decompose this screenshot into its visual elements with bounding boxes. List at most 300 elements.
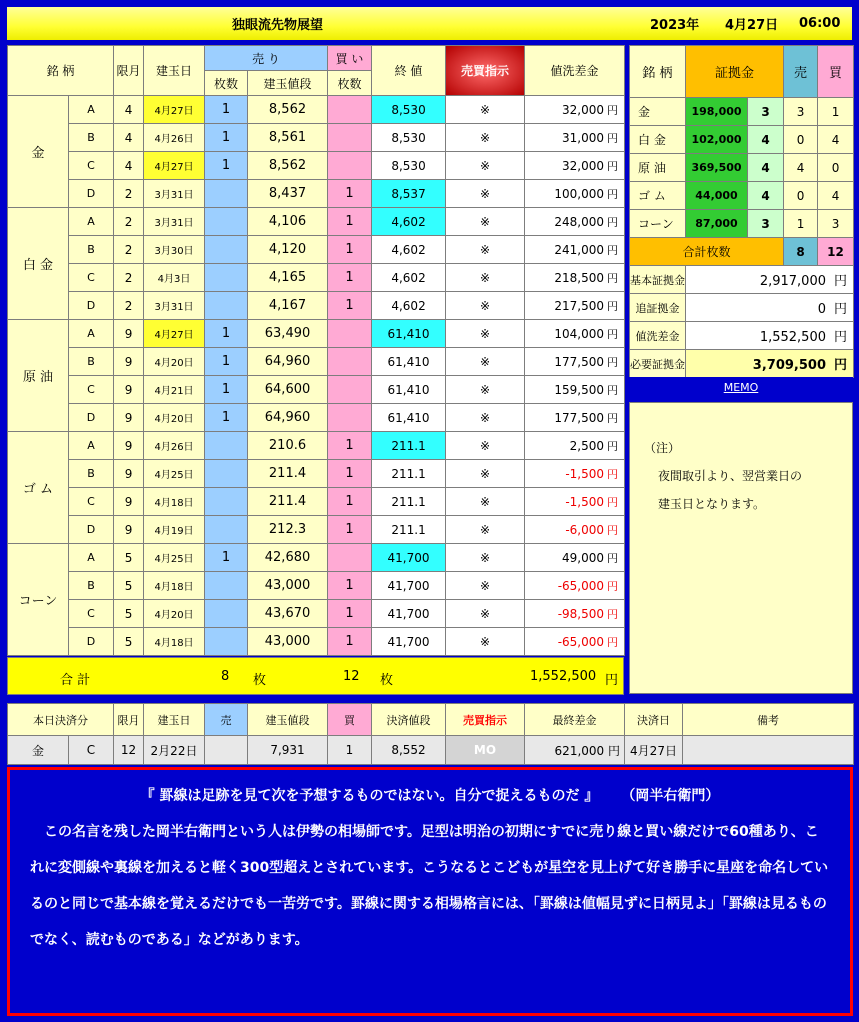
memo-panel	[629, 402, 853, 694]
sum-buy: 12	[818, 238, 854, 266]
settlement-table	[7, 703, 854, 765]
open-date: 4月18日	[144, 488, 205, 516]
group-letter: A	[69, 544, 114, 572]
settle-header-open-date: 建玉日	[144, 704, 205, 736]
sell-count	[205, 432, 248, 460]
limit-month: 9	[114, 320, 144, 348]
settle-signal: MO	[446, 736, 525, 765]
diff-value: -65,000	[557, 578, 605, 593]
margin-amount: 87,000	[686, 210, 748, 238]
diff-value: 32,000	[562, 102, 605, 117]
sell-count	[205, 516, 248, 544]
buy-count	[328, 124, 372, 152]
table-row	[8, 124, 625, 152]
total-buy-unit: 枚	[380, 673, 394, 688]
diff-cell	[525, 544, 625, 572]
group-letter: D	[69, 180, 114, 208]
margin-buy: 0	[818, 154, 854, 182]
table-row	[8, 320, 625, 348]
sell-count: 1	[205, 152, 248, 180]
yen-unit: 円	[834, 302, 848, 317]
settle-header-open-price: 建玉値段	[248, 704, 328, 736]
brand-name: ゴ ム	[8, 432, 69, 544]
summary-value-cell	[686, 350, 854, 378]
signal-mark: ※	[446, 180, 525, 208]
limit-month: 9	[114, 460, 144, 488]
margin-header-margin: 証拠金	[686, 46, 784, 98]
diff-cell	[525, 236, 625, 264]
margin-row	[630, 98, 854, 126]
diff-value: 177,500	[554, 354, 605, 369]
header-brand: 銘 柄	[8, 46, 114, 96]
open-price: 4,167	[248, 292, 328, 320]
margin-table	[629, 45, 854, 378]
total-diff: 1,552,500	[530, 669, 597, 684]
signal-mark: ※	[446, 376, 525, 404]
settle-date: 4月27日	[625, 736, 683, 765]
limit-month: 4	[114, 124, 144, 152]
limit-month: 2	[114, 292, 144, 320]
open-date: 4月21日	[144, 376, 205, 404]
diff-cell	[525, 404, 625, 432]
sell-count: 1	[205, 404, 248, 432]
buy-count	[328, 348, 372, 376]
margin-brand: ゴ ム	[630, 182, 686, 210]
yen-unit: 円	[607, 215, 619, 229]
limit-month: 5	[114, 628, 144, 656]
brand-name: 原 油	[8, 320, 69, 432]
margin-buy: 4	[818, 126, 854, 154]
close-price: 41,700	[372, 600, 446, 628]
sell-count: 1	[205, 348, 248, 376]
signal-mark: ※	[446, 516, 525, 544]
close-price: 8,537	[372, 180, 446, 208]
table-row	[8, 264, 625, 292]
margin-amount: 198,000	[686, 98, 748, 126]
header-date: 4月27日	[725, 18, 779, 33]
buy-count	[328, 152, 372, 180]
diff-value: 32,000	[562, 158, 605, 173]
diff-cell	[525, 628, 625, 656]
sell-count	[205, 488, 248, 516]
summary-row	[630, 294, 854, 322]
open-price: 8,562	[248, 96, 328, 124]
yen-unit: 円	[607, 187, 619, 201]
settle-header-today: 本日決済分	[8, 704, 114, 736]
summary-value: 2,917,000	[759, 274, 826, 289]
group-letter: C	[69, 600, 114, 628]
close-price: 61,410	[372, 376, 446, 404]
diff-value: 104,000	[554, 326, 605, 341]
limit-month: 2	[114, 180, 144, 208]
signal-mark: ※	[446, 544, 525, 572]
open-date: 3月31日	[144, 292, 205, 320]
group-letter: A	[69, 96, 114, 124]
limit-month: 5	[114, 544, 144, 572]
memo-link[interactable]: MEMO	[629, 377, 853, 399]
diff-cell	[525, 600, 625, 628]
summary-row	[630, 266, 854, 294]
buy-count	[328, 404, 372, 432]
buy-count: 1	[328, 628, 372, 656]
signal-mark: ※	[446, 96, 525, 124]
signal-mark: ※	[446, 488, 525, 516]
group-letter: D	[69, 404, 114, 432]
signal-mark: ※	[446, 264, 525, 292]
limit-month: 9	[114, 404, 144, 432]
settle-header-remarks: 備考	[683, 704, 854, 736]
buy-count: 1	[328, 460, 372, 488]
yen-unit: 円	[607, 327, 619, 341]
summary-value: 1,552,500	[759, 330, 826, 345]
limit-month: 9	[114, 348, 144, 376]
yen-unit: 円	[607, 439, 619, 453]
signal-mark: ※	[446, 152, 525, 180]
margin-amount: 369,500	[686, 154, 748, 182]
open-price: 8,562	[248, 152, 328, 180]
header-buy: 買 い	[328, 46, 372, 71]
margin-sell: 1	[784, 210, 818, 238]
sell-count: 1	[205, 96, 248, 124]
yen-unit: 円	[607, 383, 619, 397]
sell-count	[205, 600, 248, 628]
sell-count	[205, 180, 248, 208]
table-row	[8, 96, 625, 124]
table-row	[8, 460, 625, 488]
margin-header-sell: 売	[784, 46, 818, 98]
margin-brand: 原 油	[630, 154, 686, 182]
group-letter: B	[69, 236, 114, 264]
yen-unit: 円	[607, 551, 619, 565]
close-price: 41,700	[372, 544, 446, 572]
diff-cell	[525, 124, 625, 152]
header-year: 2023年	[650, 18, 700, 33]
settle-header-settle-price: 決済値段	[372, 704, 446, 736]
limit-month: 5	[114, 572, 144, 600]
close-price: 4,602	[372, 236, 446, 264]
open-price: 64,960	[248, 404, 328, 432]
margin-row	[630, 182, 854, 210]
settle-header-settle-date: 決済日	[625, 704, 683, 736]
close-price: 61,410	[372, 320, 446, 348]
quote-title: 『 罫線は足跡を見て次を予想するものではない。自分で捉えるものだ 』	[140, 788, 599, 804]
table-row	[8, 516, 625, 544]
table-row	[8, 292, 625, 320]
diff-value: 2,500	[569, 438, 605, 453]
open-date: 4月26日	[144, 432, 205, 460]
settle-price: 8,552	[372, 736, 446, 765]
table-row	[8, 544, 625, 572]
sell-count: 1	[205, 544, 248, 572]
close-price: 4,602	[372, 264, 446, 292]
open-price: 8,561	[248, 124, 328, 152]
open-date: 4月27日	[144, 320, 205, 348]
open-date: 3月31日	[144, 208, 205, 236]
settle-group: C	[69, 736, 114, 765]
margin-sum-row	[630, 238, 854, 266]
margin-count: 4	[748, 154, 784, 182]
buy-count	[328, 320, 372, 348]
table-row	[8, 628, 625, 656]
open-price: 211.4	[248, 460, 328, 488]
open-date: 4月20日	[144, 404, 205, 432]
buy-count: 1	[328, 180, 372, 208]
settle-buy: 1	[328, 736, 372, 765]
yen-unit: 円	[607, 411, 619, 425]
header-signal: 売買指示	[446, 46, 525, 96]
margin-count: 3	[748, 210, 784, 238]
open-date: 4月18日	[144, 628, 205, 656]
group-letter: D	[69, 628, 114, 656]
diff-value: 31,000	[562, 130, 605, 145]
close-price: 211.1	[372, 516, 446, 544]
summary-value-cell	[686, 266, 854, 294]
yen-unit: 円	[607, 523, 619, 537]
open-date: 4月26日	[144, 124, 205, 152]
diff-value: 177,500	[554, 410, 605, 425]
group-letter: D	[69, 516, 114, 544]
yen-unit: 円	[607, 579, 619, 593]
sum-sell: 8	[784, 238, 818, 266]
close-price: 61,410	[372, 348, 446, 376]
diff-cell	[525, 320, 625, 348]
diff-value: 218,500	[554, 270, 605, 285]
signal-mark: ※	[446, 460, 525, 488]
header-open-price: 建玉値段	[248, 71, 328, 96]
group-letter: B	[69, 460, 114, 488]
diff-value: 217,500	[554, 298, 605, 313]
diff-cell	[525, 264, 625, 292]
signal-mark: ※	[446, 348, 525, 376]
diff-value: 159,500	[554, 382, 605, 397]
margin-sell: 3	[784, 98, 818, 126]
quote-body: この名言を残した岡半右衛門という人は伊勢の相場師です。足型は明治の初期にすでに売り線と買い線だけで60種あり、これに変側線や裏線を加えると軽く300型超えとされています。こうなるとこどもが星空を見上げて好き勝手に星座を命名しているのと同じで基本線を覚えるだけでも一苦労です。罫線に関する相場格言には、「罫線は値幅見ずに日柄見よ」「罫線は見るものでなく、読むものである」などがあります。	[30, 824, 829, 948]
close-price: 4,602	[372, 292, 446, 320]
memo-line-2: 夜間取引より、翌営業日の	[658, 469, 803, 483]
summary-value: 0	[817, 302, 826, 317]
buy-count	[328, 96, 372, 124]
close-price: 8,530	[372, 152, 446, 180]
buy-count: 1	[328, 516, 372, 544]
yen-unit: 円	[834, 330, 848, 345]
settle-header-limit: 限月	[114, 704, 144, 736]
table-row	[8, 236, 625, 264]
open-date: 4月25日	[144, 460, 205, 488]
margin-count: 4	[748, 126, 784, 154]
close-price: 211.1	[372, 460, 446, 488]
close-price: 211.1	[372, 432, 446, 460]
margin-buy: 4	[818, 182, 854, 210]
buy-count: 1	[328, 292, 372, 320]
open-date: 4月20日	[144, 348, 205, 376]
diff-cell	[525, 96, 625, 124]
sell-count: 1	[205, 376, 248, 404]
diff-value: -1,500	[565, 494, 605, 509]
diff-cell	[525, 180, 625, 208]
limit-month: 9	[114, 432, 144, 460]
margin-brand: コーン	[630, 210, 686, 238]
margin-amount: 44,000	[686, 182, 748, 210]
summary-label: 追証拠金	[630, 294, 686, 322]
diff-value: -65,000	[557, 634, 605, 649]
diff-value: 248,000	[554, 214, 605, 229]
close-price: 8,530	[372, 124, 446, 152]
open-date: 4月19日	[144, 516, 205, 544]
buy-count	[328, 544, 372, 572]
limit-month: 5	[114, 600, 144, 628]
open-price: 4,165	[248, 264, 328, 292]
sell-count	[205, 208, 248, 236]
group-letter: A	[69, 432, 114, 460]
header-time: 06:00	[799, 16, 841, 31]
diff-value: -98,500	[557, 606, 605, 621]
yen-unit: 円	[607, 159, 619, 173]
total-sell-count: 8	[221, 669, 230, 684]
close-price: 41,700	[372, 572, 446, 600]
table-row	[8, 208, 625, 236]
open-price: 211.4	[248, 488, 328, 516]
yen-unit: 円	[607, 243, 619, 257]
diff-cell	[525, 348, 625, 376]
settle-open-date: 2月22日	[144, 736, 205, 765]
table-row	[8, 488, 625, 516]
total-sell-unit: 枚	[253, 673, 267, 688]
diff-value: -6,000	[565, 522, 605, 537]
settle-brand: 金	[8, 736, 69, 765]
buy-count: 1	[328, 432, 372, 460]
memo-line-1: （注）	[644, 441, 681, 455]
buy-count: 1	[328, 264, 372, 292]
group-letter: A	[69, 208, 114, 236]
signal-mark: ※	[446, 236, 525, 264]
memo-line-3: 建玉日となります。	[658, 497, 766, 511]
yen-unit: 円	[607, 271, 619, 285]
margin-header-buy: 買	[818, 46, 854, 98]
close-price: 211.1	[372, 488, 446, 516]
buy-count: 1	[328, 488, 372, 516]
header-limit: 限月	[114, 46, 144, 96]
settle-header-signal: 売買指示	[446, 704, 525, 736]
table-row	[8, 600, 625, 628]
margin-sell: 4	[784, 154, 818, 182]
signal-mark: ※	[446, 124, 525, 152]
quote-author: （岡半右衛門）	[628, 788, 720, 804]
table-row	[8, 572, 625, 600]
summary-value: 3,709,500	[752, 358, 826, 373]
signal-mark: ※	[446, 404, 525, 432]
header-open-date: 建玉日	[144, 46, 205, 96]
table-row	[8, 348, 625, 376]
diff-value: 49,000	[562, 550, 605, 565]
settle-limit: 12	[114, 736, 144, 765]
limit-month: 9	[114, 488, 144, 516]
margin-count: 3	[748, 98, 784, 126]
margin-row	[630, 126, 854, 154]
sell-count	[205, 236, 248, 264]
diff-cell	[525, 432, 625, 460]
group-letter: B	[69, 348, 114, 376]
diff-value: 100,000	[554, 186, 605, 201]
signal-mark: ※	[446, 600, 525, 628]
diff-cell	[525, 152, 625, 180]
yen-unit: 円	[834, 274, 848, 289]
header-buy-count: 枚数	[328, 71, 372, 96]
buy-count: 1	[328, 236, 372, 264]
header-close: 終 値	[372, 46, 446, 96]
yen-unit: 円	[607, 299, 619, 313]
settle-header-sell: 売	[205, 704, 248, 736]
table-row	[8, 432, 625, 460]
yen-unit: 円	[607, 355, 619, 369]
table-row	[8, 376, 625, 404]
title-bar	[7, 7, 852, 40]
group-letter: B	[69, 572, 114, 600]
signal-mark: ※	[446, 320, 525, 348]
diff-cell	[525, 292, 625, 320]
header-diff: 値洗差金	[525, 46, 625, 96]
sell-count: 1	[205, 124, 248, 152]
open-price: 64,600	[248, 376, 328, 404]
yen-unit: 円	[607, 607, 619, 621]
brand-name: コーン	[8, 544, 69, 656]
limit-month: 4	[114, 96, 144, 124]
summary-label: 値洗差金	[630, 322, 686, 350]
summary-label: 基本証拠金	[630, 266, 686, 294]
settle-header-final-diff: 最終差金	[525, 704, 625, 736]
table-row	[8, 180, 625, 208]
open-date: 4月27日	[144, 96, 205, 124]
signal-mark: ※	[446, 572, 525, 600]
summary-row	[630, 350, 854, 378]
margin-brand: 金	[630, 98, 686, 126]
summary-value-cell	[686, 294, 854, 322]
limit-month: 4	[114, 152, 144, 180]
sum-label: 合計枚数	[630, 238, 784, 266]
sell-count: 1	[205, 320, 248, 348]
open-price: 210.6	[248, 432, 328, 460]
diff-value: 241,000	[554, 242, 605, 257]
margin-amount: 102,000	[686, 126, 748, 154]
total-buy-count: 12	[343, 669, 360, 684]
table-row	[8, 404, 625, 432]
diff-value: -1,500	[565, 466, 605, 481]
yen-unit: 円	[607, 467, 619, 481]
table-row	[8, 152, 625, 180]
group-letter: C	[69, 264, 114, 292]
buy-count: 1	[328, 208, 372, 236]
open-price: 64,960	[248, 348, 328, 376]
positions-table	[7, 45, 625, 656]
sell-count	[205, 628, 248, 656]
diff-cell	[525, 572, 625, 600]
open-price: 4,120	[248, 236, 328, 264]
close-price: 41,700	[372, 628, 446, 656]
sell-count	[205, 292, 248, 320]
open-price: 4,106	[248, 208, 328, 236]
yen-unit: 円	[607, 103, 619, 117]
close-price: 61,410	[372, 404, 446, 432]
group-letter: D	[69, 292, 114, 320]
margin-sell: 0	[784, 126, 818, 154]
quote-title-line	[30, 778, 830, 814]
buy-count	[328, 376, 372, 404]
buy-count: 1	[328, 572, 372, 600]
total-label: 合 計	[60, 673, 91, 688]
group-letter: B	[69, 124, 114, 152]
settle-final-diff: 621,000 円	[525, 736, 625, 765]
brand-name: 白 金	[8, 208, 69, 320]
close-price: 8,530	[372, 96, 446, 124]
